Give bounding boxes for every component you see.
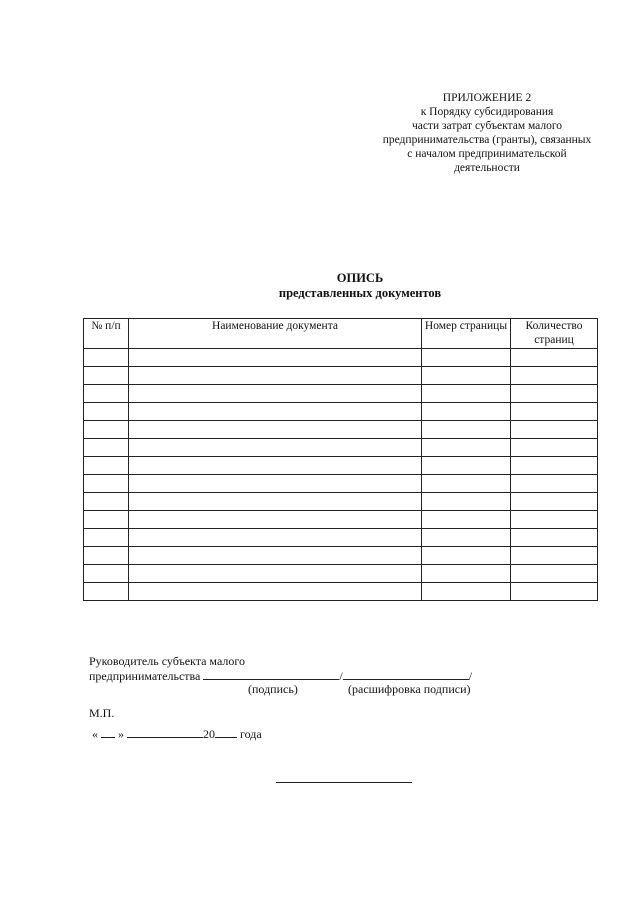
date-open-quote: « bbox=[92, 727, 98, 741]
table-row bbox=[84, 583, 598, 601]
cell-page[interactable] bbox=[422, 367, 511, 385]
date-month-blank[interactable] bbox=[127, 727, 203, 738]
cell-page[interactable] bbox=[422, 547, 511, 565]
table-row bbox=[84, 421, 598, 439]
date-year-blank[interactable] bbox=[215, 727, 237, 738]
date-line bbox=[92, 727, 262, 742]
date-day-blank[interactable] bbox=[101, 727, 115, 738]
appendix-line: предпринимательства (гранты), связанных bbox=[382, 134, 592, 146]
cell-name[interactable] bbox=[129, 511, 422, 529]
cell-name[interactable] bbox=[129, 475, 422, 493]
cell-name[interactable] bbox=[129, 565, 422, 583]
appendix-line: к Порядку субсидирования bbox=[420, 106, 554, 118]
cell-num[interactable] bbox=[84, 547, 129, 565]
cell-count[interactable] bbox=[511, 349, 598, 367]
cell-count[interactable] bbox=[511, 421, 598, 439]
cell-name[interactable] bbox=[129, 493, 422, 511]
cell-page[interactable] bbox=[422, 439, 511, 457]
stamp-label: М.П. bbox=[89, 706, 115, 720]
cell-count[interactable] bbox=[511, 547, 598, 565]
table-row bbox=[84, 349, 598, 367]
cell-count[interactable] bbox=[511, 367, 598, 385]
bottom-line bbox=[276, 782, 412, 783]
table-row bbox=[84, 475, 598, 493]
cell-name[interactable] bbox=[129, 421, 422, 439]
cell-page[interactable] bbox=[422, 349, 511, 367]
signature-decode-blank[interactable] bbox=[343, 669, 469, 680]
cell-num[interactable] bbox=[84, 439, 129, 457]
header-page: Номер страницы bbox=[422, 319, 511, 349]
table-row bbox=[84, 529, 598, 547]
date-year-prefix: 20 bbox=[203, 727, 215, 741]
appendix-line: деятельности bbox=[454, 162, 520, 174]
cell-count[interactable] bbox=[511, 475, 598, 493]
cell-name[interactable] bbox=[129, 583, 422, 601]
cell-num[interactable] bbox=[84, 565, 129, 583]
table-row bbox=[84, 547, 598, 565]
signature-separator-end: / bbox=[468, 669, 473, 683]
cell-name[interactable] bbox=[129, 367, 422, 385]
cell-count[interactable] bbox=[511, 493, 598, 511]
caption-decode: (расшифровка подписи) bbox=[348, 682, 471, 696]
cell-num[interactable] bbox=[84, 367, 129, 385]
appendix-line: с началом предпринимательской bbox=[407, 148, 567, 160]
table-row bbox=[84, 367, 598, 385]
cell-name[interactable] bbox=[129, 529, 422, 547]
cell-num[interactable] bbox=[84, 403, 129, 421]
cell-count[interactable] bbox=[511, 511, 598, 529]
cell-page[interactable] bbox=[422, 403, 511, 421]
table-row bbox=[84, 565, 598, 583]
cell-page[interactable] bbox=[422, 475, 511, 493]
table-row bbox=[84, 493, 598, 511]
cell-name[interactable] bbox=[129, 403, 422, 421]
signature-blank[interactable] bbox=[203, 669, 339, 680]
cell-page[interactable] bbox=[422, 421, 511, 439]
cell-count[interactable] bbox=[511, 529, 598, 547]
cell-num[interactable] bbox=[84, 385, 129, 403]
cell-num[interactable] bbox=[84, 421, 129, 439]
cell-num[interactable] bbox=[84, 583, 129, 601]
signature-prefix: предпринимательства bbox=[89, 669, 201, 683]
document-title bbox=[0, 271, 640, 301]
cell-name[interactable] bbox=[129, 457, 422, 475]
table-header-row bbox=[84, 319, 598, 349]
appendix-line: части затрат субъектам малого bbox=[411, 120, 563, 132]
documents-table bbox=[83, 318, 598, 601]
cell-num[interactable] bbox=[84, 511, 129, 529]
date-suffix: года bbox=[240, 727, 262, 741]
title-main: ОПИСЬ bbox=[336, 271, 384, 285]
appendix-header bbox=[372, 91, 602, 175]
cell-count[interactable] bbox=[511, 385, 598, 403]
cell-page[interactable] bbox=[422, 457, 511, 475]
table-body bbox=[84, 349, 598, 601]
caption-sign: (подпись) bbox=[248, 682, 298, 696]
cell-count[interactable] bbox=[511, 565, 598, 583]
cell-count[interactable] bbox=[511, 439, 598, 457]
cell-num[interactable] bbox=[84, 457, 129, 475]
cell-page[interactable] bbox=[422, 511, 511, 529]
table-row bbox=[84, 439, 598, 457]
header-name: Наименование документа bbox=[129, 319, 422, 349]
cell-num[interactable] bbox=[84, 493, 129, 511]
cell-page[interactable] bbox=[422, 529, 511, 547]
signature-block bbox=[89, 654, 472, 684]
cell-num[interactable] bbox=[84, 529, 129, 547]
table-row bbox=[84, 457, 598, 475]
cell-name[interactable] bbox=[129, 439, 422, 457]
table-row bbox=[84, 403, 598, 421]
table-row bbox=[84, 511, 598, 529]
title-sub: представленных документов bbox=[278, 286, 442, 300]
cell-num[interactable] bbox=[84, 475, 129, 493]
cell-page[interactable] bbox=[422, 385, 511, 403]
table-row bbox=[84, 385, 598, 403]
signature-separator: / bbox=[339, 669, 343, 683]
cell-name[interactable] bbox=[129, 385, 422, 403]
header-num: № п/п bbox=[84, 319, 129, 349]
cell-page[interactable] bbox=[422, 493, 511, 511]
header-count: Количество страниц bbox=[511, 319, 598, 349]
cell-name[interactable] bbox=[129, 547, 422, 565]
cell-num[interactable] bbox=[84, 349, 129, 367]
cell-name[interactable] bbox=[129, 349, 422, 367]
signature-line1: Руководитель субъекта малого bbox=[89, 654, 245, 668]
cell-page[interactable] bbox=[422, 583, 511, 601]
cell-count[interactable] bbox=[511, 403, 598, 421]
appendix-line: ПРИЛОЖЕНИЕ 2 bbox=[442, 92, 532, 104]
cell-count[interactable] bbox=[511, 583, 598, 601]
cell-page[interactable] bbox=[422, 565, 511, 583]
date-close-quote: » bbox=[118, 727, 124, 741]
cell-count[interactable] bbox=[511, 457, 598, 475]
